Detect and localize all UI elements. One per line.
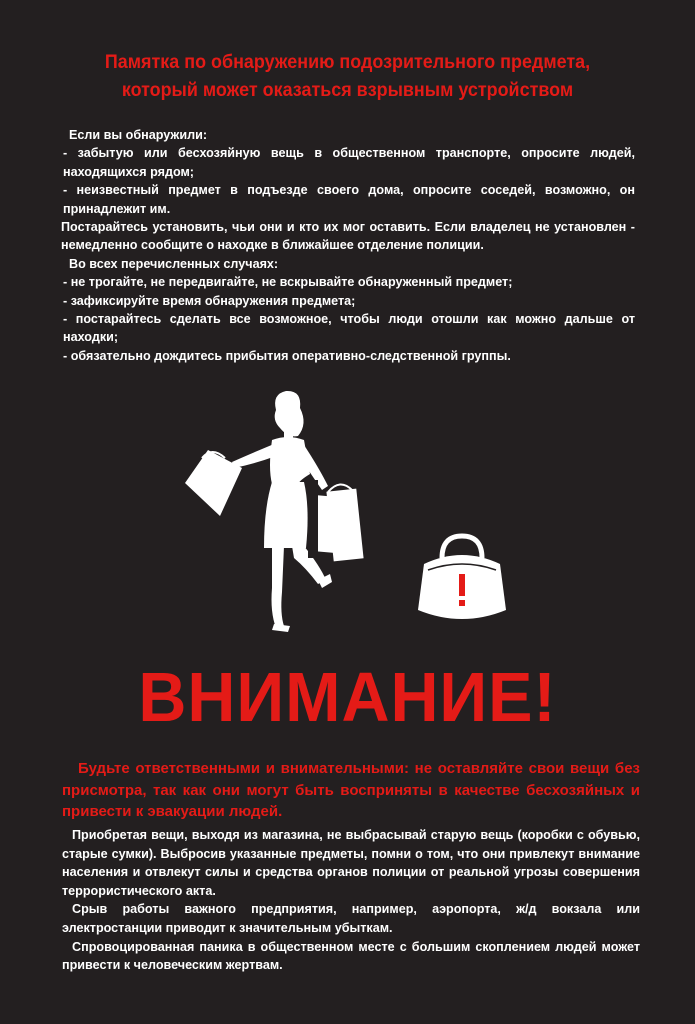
warning-text: Будьте ответственными и внимательными: не оставляйте свои вещи без присмотра, так как они могут быть восприняты в качестве бесхозяйных и привести к эвакуации людей. <box>62 760 640 820</box>
instruction-heading: Во всех перечисленных случаях: <box>69 256 279 271</box>
advice-paragraph: Приобретая вещи, выходя из магазина, не выбрасывай старую вещь (коробки с обувью, старые сумки). Выбросив указанные предметы, помни о том, что они привлекут внимание населения и отвлекут силы и средства органов полиции от реальной угрозы совершения террористического акта. <box>62 828 640 898</box>
title-line-2: который может оказаться взрывным устройством <box>121 79 574 101</box>
advice-paragraph: Срыв работы важного предприятия, например, аэропорта, ж/д вокзала или электростанции приводит к значительным убыткам. <box>62 902 640 935</box>
advice-block <box>62 826 640 975</box>
page-title <box>46 48 649 104</box>
instruction-paragraph: Постарайтесь установить, чьи они и кто их мог оставить. Если владелец не установлен - немедленно сообщите о находке в ближайшее отделение полиции. <box>61 220 635 253</box>
woman-with-shopping-bags-icon <box>185 391 364 632</box>
instructions-block <box>57 126 635 365</box>
attention-heading: ВНИМАНИЕ! <box>138 658 557 736</box>
warning-paragraph <box>62 758 640 823</box>
advice-paragraph: Спровоцированная паника в общественном месте с большим скоплением людей может привести к человеческим жертвам. <box>62 939 640 973</box>
instruction-item: - не трогайте, не передвигайте, не вскрывайте обнаруженный предмет; <box>63 275 513 290</box>
instruction-item: - постарайтесь сделать все возможное, чтобы люди отошли как можно дальше от находки; <box>63 312 635 345</box>
illustration <box>180 388 520 638</box>
abandoned-handbag-icon <box>418 536 506 619</box>
title-line-1: Памятка по обнаружению подозрительного предмета, <box>104 51 591 73</box>
instruction-item: - обязательно дождитесь прибытия оперативно-следственной группы. <box>63 348 511 363</box>
instruction-item: - зафиксируйте время обнаружения предмета; <box>63 293 356 308</box>
instruction-heading: Если вы обнаружили: <box>69 128 208 142</box>
instruction-item: - неизвестный предмет в подъезде своего дома, опросите соседей, возможно, он принадлежит им. <box>63 183 635 216</box>
instruction-item: - забытую или бесхозяйную вещь в общественном транспорте, опросите людей, находящихся рядом; <box>63 146 635 179</box>
